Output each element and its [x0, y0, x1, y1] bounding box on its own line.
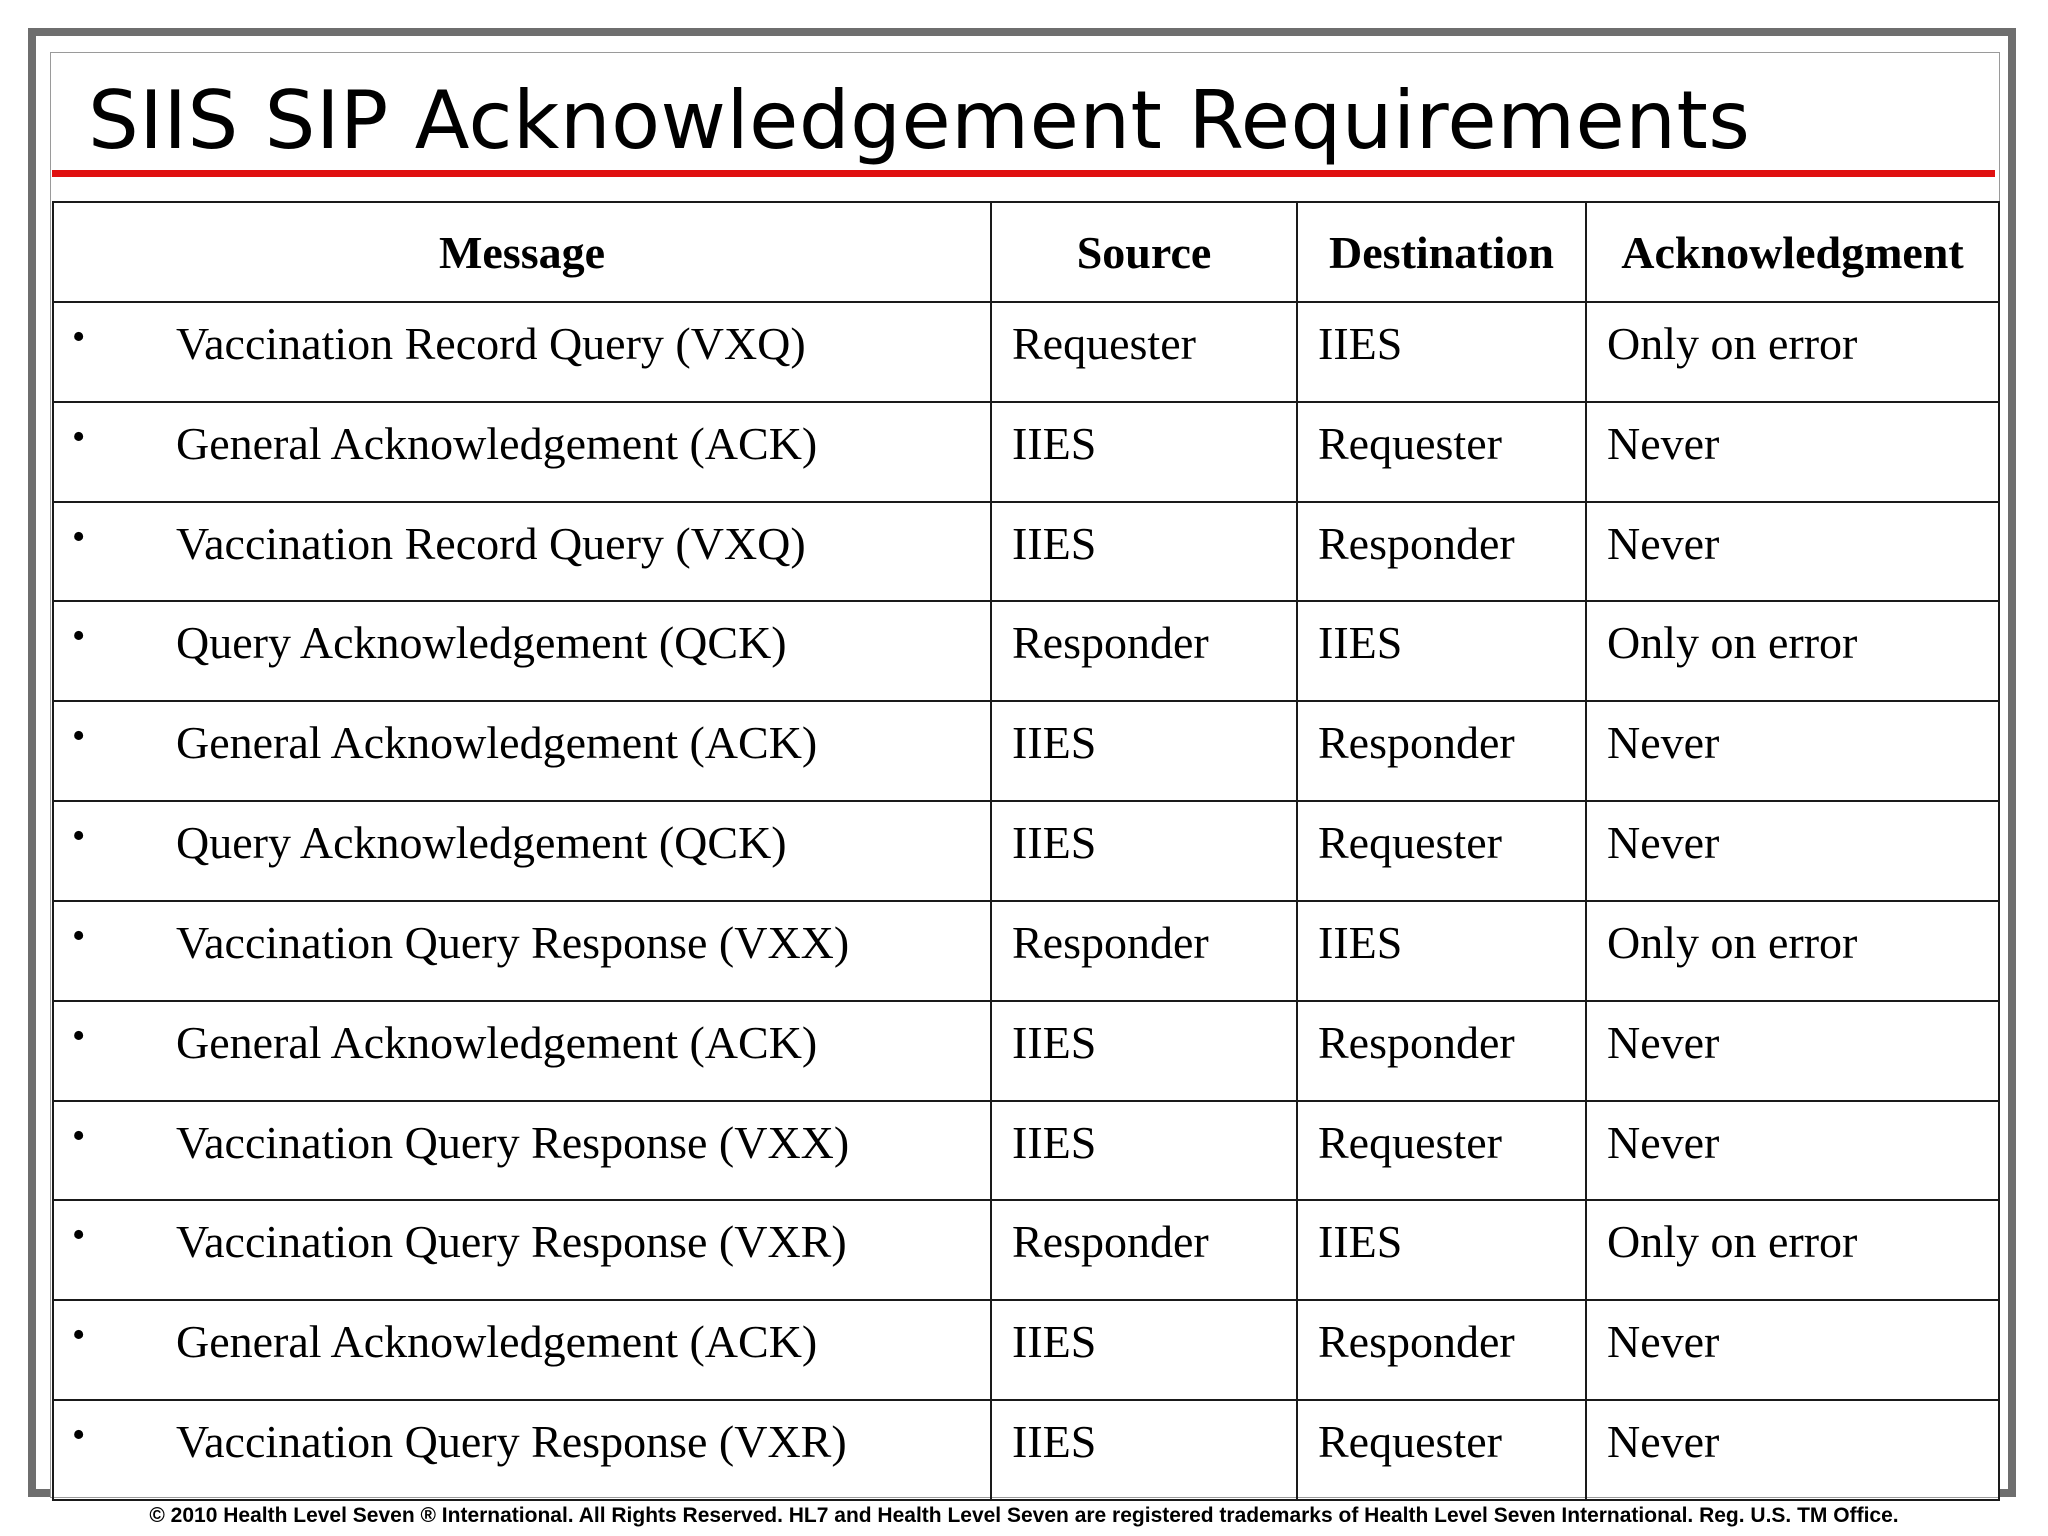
- message-text: Vaccination Record Query (VXQ): [176, 517, 806, 569]
- source-cell: IIES: [991, 701, 1297, 801]
- bullet-icon: •: [72, 815, 86, 858]
- bullet-icon: •: [72, 316, 86, 358]
- bullet-icon: •: [72, 1314, 86, 1357]
- bullet-icon: •: [72, 1414, 86, 1457]
- destination-cell: IIES: [1297, 901, 1586, 1001]
- table-row: [53, 302, 1999, 402]
- destination-cell: IIES: [1297, 302, 1586, 402]
- message-text: General Acknowledgement (ACK): [176, 417, 818, 469]
- message-text: Vaccination Query Response (VXX): [176, 916, 850, 968]
- source-cell: Responder: [991, 901, 1297, 1001]
- bullet-icon: •: [72, 1114, 86, 1157]
- message-cell: [53, 1400, 991, 1500]
- destination-cell: Requester: [1297, 801, 1586, 901]
- bullet-icon: •: [72, 1214, 86, 1257]
- bullet-icon: •: [72, 415, 86, 458]
- header-source: Source: [991, 202, 1297, 302]
- header-acknowledgment: Acknowledgment: [1586, 202, 1999, 302]
- bullet-icon: •: [72, 515, 86, 558]
- destination-cell: Responder: [1297, 1300, 1586, 1400]
- acknowledgment-cell: Never: [1586, 801, 1999, 901]
- acknowledgment-cell: Never: [1586, 1300, 1999, 1400]
- source-cell: IIES: [991, 801, 1297, 901]
- message-text: Query Acknowledgement (QCK): [176, 817, 787, 869]
- message-cell: [53, 601, 991, 701]
- acknowledgment-cell: Only on error: [1586, 901, 1999, 1001]
- acknowledgment-cell: Only on error: [1586, 601, 1999, 701]
- bullet-icon: •: [72, 715, 86, 758]
- message-text: Vaccination Query Response (VXX): [176, 1116, 850, 1168]
- source-cell: IIES: [991, 1101, 1297, 1201]
- acknowledgment-cell: Only on error: [1586, 1200, 1999, 1300]
- message-text: General Acknowledgement (ACK): [176, 1016, 818, 1068]
- table-row: [53, 1200, 1999, 1300]
- message-text: General Acknowledgement (ACK): [176, 717, 818, 769]
- copyright-footer: © 2010 Health Level Seven ® International. All Rights Reserved. HL7 and Health Level Seven are registered trademarks of Health Level Seven International. Reg. U.S. TM Office.: [149, 1504, 1899, 1527]
- message-text: Query Acknowledgement (QCK): [176, 617, 787, 669]
- table-row: [53, 1400, 1999, 1500]
- message-cell: [53, 1001, 991, 1101]
- table-header-row: [53, 202, 1999, 302]
- table-row: [53, 801, 1999, 901]
- destination-cell: Requester: [1297, 402, 1586, 502]
- header-destination: Destination: [1297, 202, 1586, 302]
- slide-title: SIIS SIP Acknowledgement Requirements: [88, 74, 1751, 167]
- table-row: [53, 901, 1999, 1001]
- table-row: [53, 1300, 1999, 1400]
- message-cell: [53, 901, 991, 1001]
- destination-cell: Responder: [1297, 701, 1586, 801]
- table-row: [53, 701, 1999, 801]
- message-cell: [53, 302, 991, 402]
- message-cell: [53, 502, 991, 602]
- source-cell: Responder: [991, 1200, 1297, 1300]
- source-cell: Requester: [991, 302, 1297, 402]
- table-body: [53, 302, 1999, 1500]
- message-cell: [53, 1101, 991, 1201]
- message-cell: [53, 701, 991, 801]
- acknowledgment-cell: Never: [1586, 402, 1999, 502]
- source-cell: IIES: [991, 1001, 1297, 1101]
- acknowledgment-cell: Never: [1586, 1400, 1999, 1500]
- table-row: [53, 402, 1999, 502]
- destination-cell: IIES: [1297, 601, 1586, 701]
- destination-cell: IIES: [1297, 1200, 1586, 1300]
- table-row: [53, 1101, 1999, 1201]
- message-text: General Acknowledgement (ACK): [176, 1316, 818, 1368]
- message-cell: [53, 801, 991, 901]
- destination-cell: Requester: [1297, 1400, 1586, 1500]
- acknowledgement-requirements-table: [52, 201, 2000, 1501]
- source-cell: IIES: [991, 502, 1297, 602]
- message-text: Vaccination Query Response (VXR): [176, 1216, 847, 1268]
- bullet-icon: •: [72, 615, 86, 658]
- message-text: Vaccination Record Query (VXQ): [176, 318, 806, 369]
- destination-cell: Requester: [1297, 1101, 1586, 1201]
- message-cell: [53, 402, 991, 502]
- source-cell: Responder: [991, 601, 1297, 701]
- table-row: [53, 601, 1999, 701]
- message-cell: [53, 1300, 991, 1400]
- table-row: [53, 502, 1999, 602]
- bullet-icon: •: [72, 914, 86, 957]
- acknowledgment-cell: Never: [1586, 1001, 1999, 1101]
- title-underline: [52, 170, 1995, 177]
- message-text: Vaccination Query Response (VXR): [176, 1416, 847, 1468]
- acknowledgment-cell: Never: [1586, 1101, 1999, 1201]
- table-row: [53, 1001, 1999, 1101]
- destination-cell: Responder: [1297, 1001, 1586, 1101]
- acknowledgment-cell: Never: [1586, 701, 1999, 801]
- bullet-icon: •: [72, 1014, 86, 1057]
- source-cell: IIES: [991, 402, 1297, 502]
- header-message: Message: [53, 202, 991, 302]
- destination-cell: Responder: [1297, 502, 1586, 602]
- message-cell: [53, 1200, 991, 1300]
- acknowledgment-cell: Only on error: [1586, 302, 1999, 402]
- acknowledgment-cell: Never: [1586, 502, 1999, 602]
- source-cell: IIES: [991, 1300, 1297, 1400]
- source-cell: IIES: [991, 1400, 1297, 1500]
